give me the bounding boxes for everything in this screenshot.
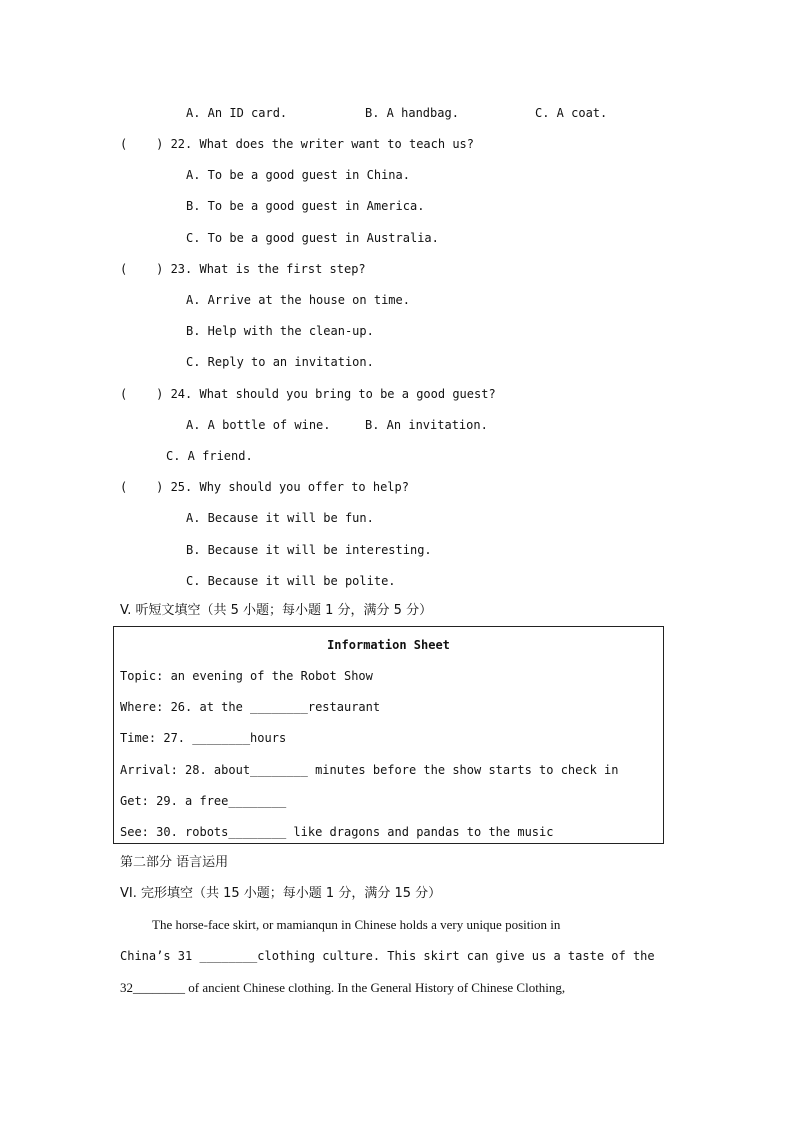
part-2-heading: 第二部分 语言运用 — [120, 855, 229, 870]
q25-option-a: A. Because it will be fun. — [186, 511, 374, 525]
info-row-time: Time: 27. ________hours — [120, 731, 287, 745]
q25-option-b: B. Because it will be interesting. — [186, 543, 432, 557]
q22-option-b: B. To be a good guest in America. — [186, 199, 425, 213]
q21-option-a: A. An ID card. — [186, 106, 288, 120]
information-sheet-title: Information Sheet — [327, 638, 450, 652]
info-row-topic: Topic: an evening of the Robot Show — [120, 669, 373, 683]
q24-option-a: A. A bottle of wine. — [186, 418, 331, 432]
information-sheet-box — [113, 626, 664, 844]
q22-stem: ( ) 22. What does the writer want to teach us? — [120, 137, 475, 151]
q24-option-b: B. An invitation. — [365, 418, 488, 432]
q23-option-a: A. Arrive at the house on time. — [186, 293, 410, 307]
section-5-heading: V. 听短文填空（共 5 小题；每小题 1 分，满分 5 分） — [120, 603, 433, 618]
cloze-line-2: China’s 31 ________clothing culture. This skirt can give us a taste of the — [120, 949, 655, 963]
q24-option-c: C. A friend. — [166, 449, 253, 463]
info-row-arrival: Arrival: 28. about________ minutes before the show starts to check in — [120, 763, 619, 777]
section-6-heading: VI. 完形填空（共 15 小题；每小题 1 分，满分 15 分） — [120, 886, 442, 901]
cloze-line-1: The horse-face skirt, or mamianqun in Chinese holds a very unique position in — [152, 917, 561, 932]
q22-option-c: C. To be a good guest in Australia. — [186, 231, 439, 245]
q23-stem: ( ) 23. What is the first step? — [120, 262, 366, 276]
q21-option-b: B. A handbag. — [365, 106, 459, 120]
q25-option-c: C. Because it will be polite. — [186, 574, 396, 588]
q24-stem: ( ) 24. What should you bring to be a good guest? — [120, 387, 496, 401]
info-row-get: Get: 29. a free________ — [120, 794, 287, 808]
info-row-where: Where: 26. at the ________restaurant — [120, 700, 381, 714]
q25-stem: ( ) 25. Why should you offer to help? — [120, 480, 409, 494]
q22-option-a: A. To be a good guest in China. — [186, 168, 410, 182]
q21-option-c: C. A coat. — [535, 106, 608, 120]
cloze-line-3: 32________ of ancient Chinese clothing. In the General History of Chinese Clothing, — [120, 980, 566, 995]
q23-option-c: C. Reply to an invitation. — [186, 355, 374, 369]
info-row-see: See: 30. robots________ like dragons and pandas to the music — [120, 825, 554, 839]
q23-option-b: B. Help with the clean-up. — [186, 324, 374, 338]
